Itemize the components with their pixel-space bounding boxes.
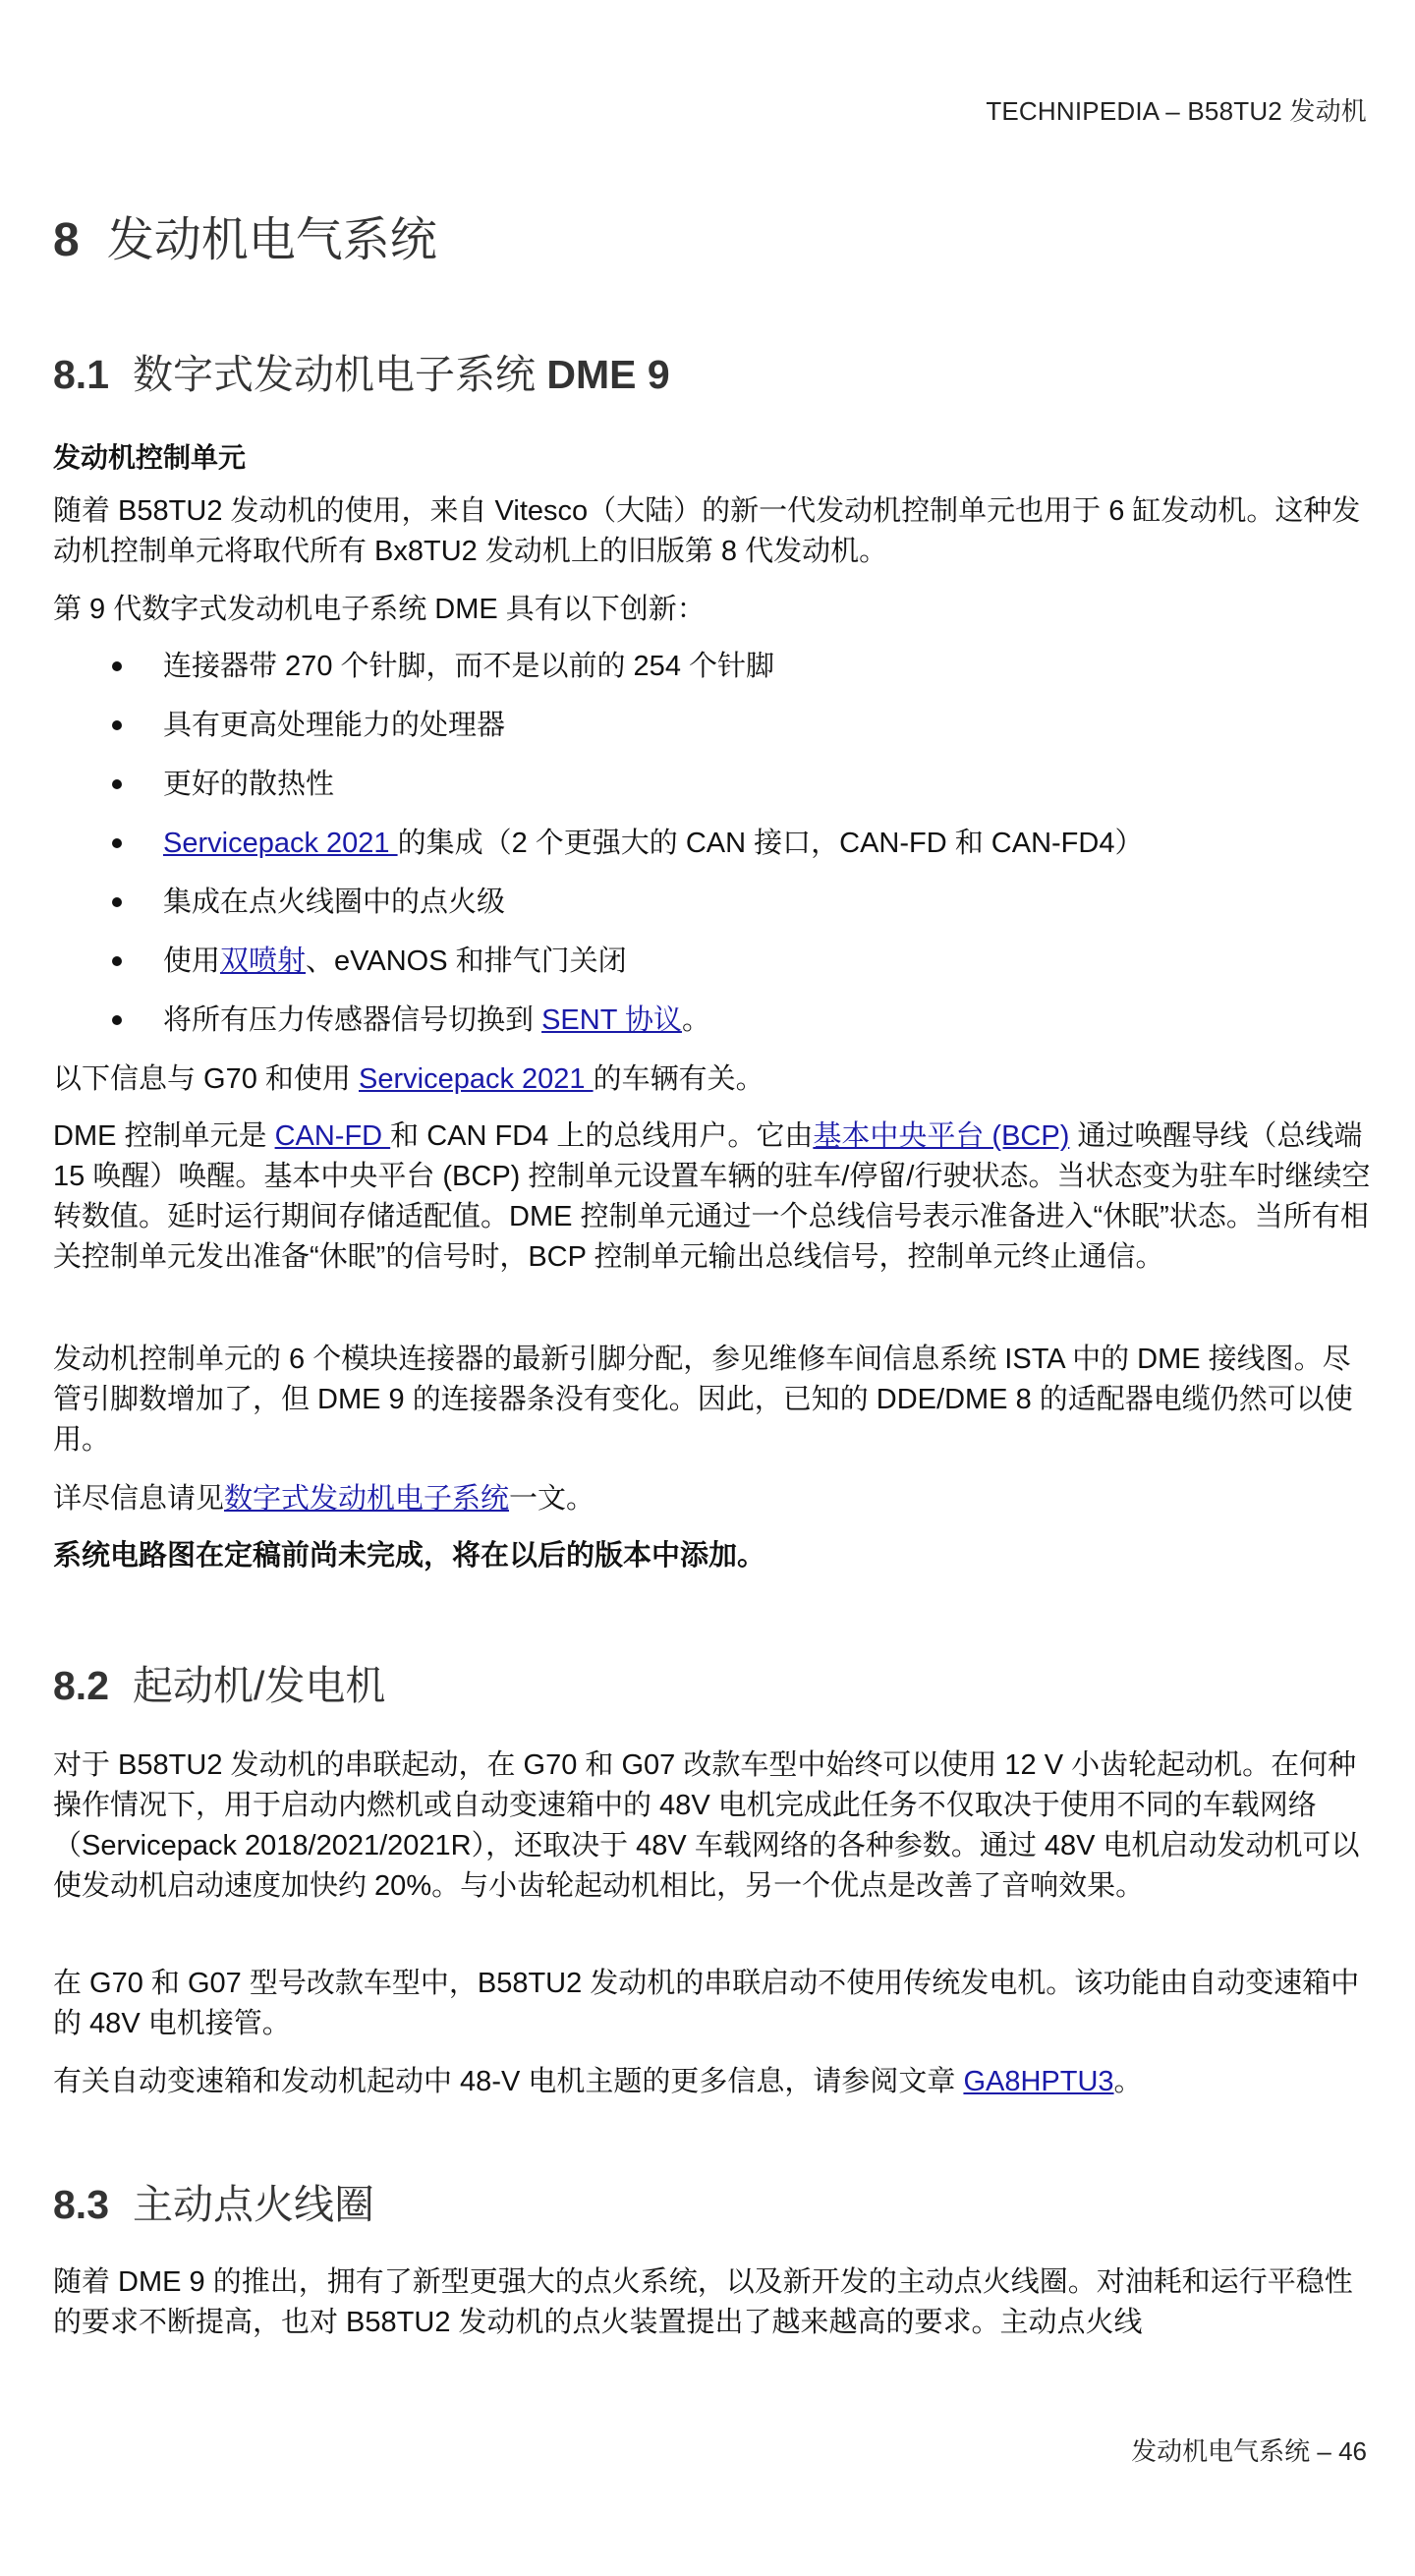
list-item-text: 使用 bbox=[163, 945, 221, 977]
page-footer: 发动机电气系统 – 46 bbox=[1131, 2436, 1367, 2466]
section-number: 8.1 bbox=[53, 352, 109, 397]
text-span: 详尽信息请见 bbox=[53, 1483, 225, 1515]
section-heading-8-2 bbox=[53, 1653, 385, 1711]
paragraph: 随着 DME 9 的推出，拥有了新型更强大的点火系统，以及新开发的主动点火线圈。对油耗和运行平稳性的要求不断提高，也对 B58TU2 发动机的点火装置提出了越来越高的要求。主动点火线 bbox=[53, 2266, 1353, 2338]
text-span: 通过唤醒导线（总线端 15 唤醒）唤醒。基本中央平台 (BCP) 控制单元设置车辆的驻车/停留/行驶状态。当状态变为驻车时继续空转数值。延时运行期间存储适配值。DME 控制单元通过一个总线信号表示准备进入“休眠”状态。当所有相关控制单元发出准备“休眠”的信号时，BCP 控制单元输出总线信号，控制单元终止通信。 bbox=[53, 1120, 1371, 1273]
bullet-icon bbox=[112, 661, 122, 671]
section-heading-8-3 bbox=[53, 2172, 374, 2230]
section-title: 起动机/发电机 bbox=[133, 1663, 386, 1708]
servicepack-2021-link[interactable]: Servicepack 2021 bbox=[359, 1063, 594, 1095]
section-title: 数字式发动机电子系统 bbox=[133, 352, 547, 397]
subheading-engine-control-unit: 发动机控制单元 bbox=[53, 442, 247, 473]
text-span: 有关自动变速箱和发动机起动中 48-V 电机主题的更多信息，请参阅文章 bbox=[53, 2066, 964, 2097]
notice-paragraph: 系统电路图在定稿前尚未完成，将在以后的版本中添加。 bbox=[53, 1540, 766, 1572]
list-item-text: 集成在点火线圈中的点火级 bbox=[163, 887, 506, 918]
text-span: 的车辆有关。 bbox=[593, 1063, 764, 1095]
chapter-title: 发动机电气系统 bbox=[106, 214, 437, 266]
sent-protocol-link[interactable]: SENT 协议 bbox=[541, 1004, 682, 1036]
list-item-text: 的集成（2 个更强大的 CAN 接口，CAN-FD 和 CAN-FD4） bbox=[397, 828, 1144, 859]
text-span: 一文。 bbox=[509, 1483, 595, 1515]
text-span: DME 控制单元是 bbox=[53, 1120, 275, 1152]
paragraph: 对于 B58TU2 发动机的串联起动，在 G70 和 G07 改款车型中始终可以使用 12 V 小齿轮起动机。在何种操作情况下，用于启动内燃机或自动变速箱中的 48V 电机完成此任务不仅取决于使用不同的车载网络（Servicepack 2018/2021/2021R），还取决于 48V 车载网络的各种参数。通过 48V 电机启动发动机可以使发动机启动速度加快约 20%。与小齿轮起动机相比，另一个优点是改善了音响效果。 bbox=[53, 1749, 1360, 1902]
bullet-icon bbox=[112, 956, 122, 966]
bullet-icon bbox=[112, 1015, 122, 1025]
list-item-text: 更好的散热性 bbox=[163, 769, 335, 800]
list-item bbox=[53, 647, 1370, 706]
paragraph bbox=[53, 2062, 1375, 2102]
text-span: 和 CAN FD4 上的总线用户。它由 bbox=[390, 1120, 814, 1152]
section-title-model: DME 9 bbox=[546, 352, 670, 397]
page-header: TECHNIPEDIA – B58TU2 发动机 bbox=[986, 96, 1367, 126]
list-item bbox=[53, 883, 1370, 942]
section-heading-8-1 bbox=[53, 342, 670, 400]
bullet-icon bbox=[112, 838, 122, 848]
bullet-icon bbox=[112, 897, 122, 907]
section-title: 主动点火线圈 bbox=[133, 2182, 374, 2227]
section-number: 8.3 bbox=[53, 2182, 109, 2227]
list-item-text: 连接器带 270 个针脚，而不是以前的 254 个针脚 bbox=[163, 651, 774, 682]
chapter-heading bbox=[53, 201, 437, 269]
dual-injection-link[interactable]: 双喷射 bbox=[220, 945, 307, 977]
list-item bbox=[53, 706, 1370, 765]
chapter-number: 8 bbox=[53, 214, 80, 266]
bcp-link[interactable]: 基本中央平台 (BCP) bbox=[813, 1120, 1070, 1152]
paragraph bbox=[53, 1479, 1375, 1519]
servicepack-2021-link[interactable]: Servicepack 2021 bbox=[163, 828, 398, 859]
list-item-text: 具有更高处理能力的处理器 bbox=[163, 710, 506, 741]
bullet-icon bbox=[112, 720, 122, 730]
list-item-text: 。 bbox=[681, 1004, 710, 1036]
section-number: 8.2 bbox=[53, 1663, 109, 1708]
paragraph bbox=[53, 1116, 1375, 1278]
list-item bbox=[53, 824, 1370, 883]
list-item bbox=[53, 765, 1370, 824]
paragraph: 在 G70 和 G07 型号改款车型中，B58TU2 发动机的串联启动不使用传统发电机。该功能由自动变速箱中的 48V 电机接管。 bbox=[53, 1968, 1360, 2039]
list-item bbox=[53, 942, 1370, 1001]
list-item-text: 将所有压力传感器信号切换到 bbox=[163, 1004, 542, 1036]
paragraph: 发动机控制单元的 6 个模块连接器的最新引脚分配，参见维修车间信息系统 ISTA 中的 DME 接线图。尽管引脚数增加了，但 DME 9 的连接器条没有变化。因此，已知的 DDE/DME 8 的适配器电缆仍然可以使用。 bbox=[53, 1344, 1353, 1456]
innovation-list bbox=[53, 647, 1370, 1059]
list-item bbox=[53, 1001, 1370, 1059]
paragraph: 第 9 代数字式发动机电子系统 DME 具有以下创新： bbox=[53, 594, 706, 625]
bullet-icon bbox=[112, 779, 122, 789]
text-span: 。 bbox=[1113, 2066, 1143, 2097]
text-span: 以下信息与 G70 和使用 bbox=[53, 1063, 359, 1095]
ga8hptu3-link[interactable]: GA8HPTU3 bbox=[963, 2066, 1114, 2097]
dme-article-link[interactable]: 数字式发动机电子系统 bbox=[224, 1483, 510, 1515]
paragraph: 随着 B58TU2 发动机的使用，来自 Vitesco（大陆）的新一代发动机控制单元也用于 6 缸发动机。这种发动机控制单元将取代所有 Bx8TU2 发动机上的旧版第 8 代发动机。 bbox=[53, 495, 1361, 567]
can-fd-link[interactable]: CAN-FD bbox=[274, 1120, 391, 1152]
list-item-text: 、eVANOS 和排气门关闭 bbox=[306, 945, 627, 977]
paragraph bbox=[53, 1059, 1375, 1100]
